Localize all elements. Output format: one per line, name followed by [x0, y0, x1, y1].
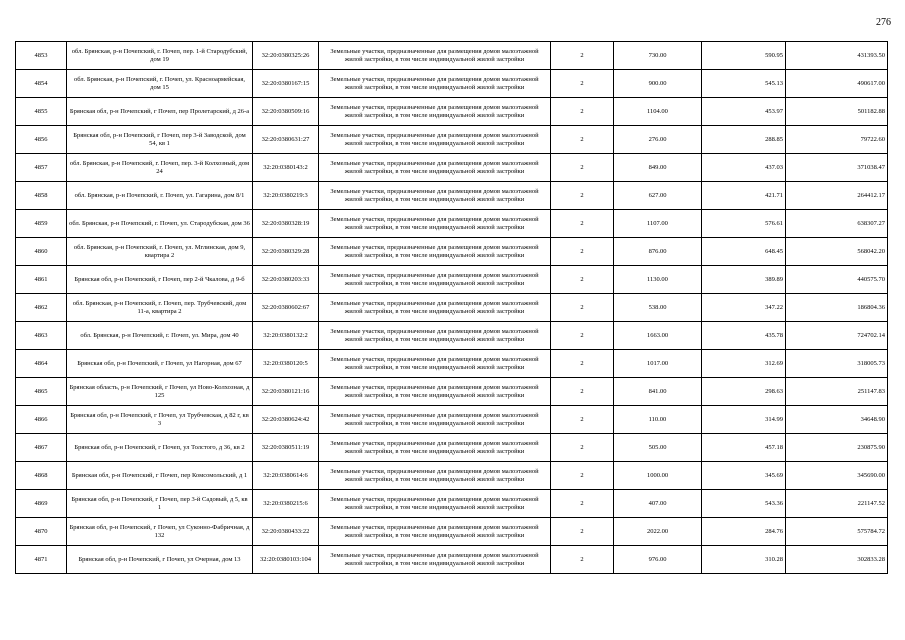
row-number: 4859	[16, 210, 67, 238]
group-cell: 2	[551, 154, 614, 182]
specific-value-cell: 545.13	[702, 70, 786, 98]
permitted-use-cell: Земельные участки, предназначенные для размещения домов малоэтажной жилой застройки, в том числе индивидуальной жилой застройки	[319, 518, 551, 546]
cadastral-value-cell: 221147.52	[786, 490, 888, 518]
area-cell: 1000.00	[614, 462, 702, 490]
cadastral-number-cell: 32:20:0380325:26	[253, 42, 319, 70]
address-cell: обл. Брянская, р-н Почепский, г. Почеп, ул. Стародубская, дом 36	[67, 210, 253, 238]
table-row	[16, 378, 888, 406]
table-row	[16, 210, 888, 238]
group-cell: 2	[551, 126, 614, 154]
permitted-use-cell: Земельные участки, предназначенные для размещения домов малоэтажной жилой застройки, в том числе индивидуальной жилой застройки	[319, 406, 551, 434]
group-cell: 2	[551, 294, 614, 322]
cadastral-value-cell: 575784.72	[786, 518, 888, 546]
area-cell: 505.00	[614, 434, 702, 462]
cadastral-number-cell: 32:20:0380509:16	[253, 98, 319, 126]
table-row	[16, 406, 888, 434]
specific-value-cell: 453.97	[702, 98, 786, 126]
permitted-use-cell: Земельные участки, предназначенные для размещения домов малоэтажной жилой застройки, в том числе индивидуальной жилой застройки	[319, 350, 551, 378]
table-row	[16, 238, 888, 266]
cadastral-number-cell: 32:20:0380132:2	[253, 322, 319, 350]
area-cell: 1130.00	[614, 266, 702, 294]
cadastral-value-cell: 440575.70	[786, 266, 888, 294]
permitted-use-cell: Земельные участки, предназначенные для размещения домов малоэтажной жилой застройки, в том числе индивидуальной жилой застройки	[319, 182, 551, 210]
permitted-use-cell: Земельные участки, предназначенные для размещения домов малоэтажной жилой застройки, в том числе индивидуальной жилой застройки	[319, 238, 551, 266]
area-cell: 538.00	[614, 294, 702, 322]
specific-value-cell: 310.28	[702, 546, 786, 574]
area-cell: 841.00	[614, 378, 702, 406]
area-cell: 1663.00	[614, 322, 702, 350]
group-cell: 2	[551, 434, 614, 462]
table-row	[16, 462, 888, 490]
row-number: 4866	[16, 406, 67, 434]
cadastral-number-cell: 32:20:0380103:104	[253, 546, 319, 574]
table-row	[16, 126, 888, 154]
specific-value-cell: 345.69	[702, 462, 786, 490]
row-number: 4864	[16, 350, 67, 378]
group-cell: 2	[551, 406, 614, 434]
area-cell: 1104.00	[614, 98, 702, 126]
address-cell: обл. Брянская, р-н Почепский, г. Почеп, ул. Красноармейская, дом 15	[67, 70, 253, 98]
specific-value-cell: 312.69	[702, 350, 786, 378]
area-cell: 2022.00	[614, 518, 702, 546]
cadastral-value-cell: 501182.88	[786, 98, 888, 126]
address-cell: обл. Брянская, р-н Почепский, г. Почеп, ул. Гагарина, дом 8/1	[67, 182, 253, 210]
area-cell: 627.00	[614, 182, 702, 210]
table-row	[16, 70, 888, 98]
address-cell: обл. Брянская, р-н Почепский, г. Почеп, ул. Мглинская, дом 9, квартира 2	[67, 238, 253, 266]
row-number: 4870	[16, 518, 67, 546]
row-number: 4857	[16, 154, 67, 182]
address-cell: Брянская обл, р-н Почепский, г Почеп, ул Толстого, д 36, кв 2	[67, 434, 253, 462]
address-cell: Брянская обл, р-н Почепский, г Почеп, пер 2-й Чкалова, д 9-б	[67, 266, 253, 294]
cadastral-number-cell: 32:20:0380631:27	[253, 126, 319, 154]
permitted-use-cell: Земельные участки, предназначенные для размещения домов малоэтажной жилой застройки, в том числе индивидуальной жилой застройки	[319, 126, 551, 154]
cadastral-value-cell: 186804.36	[786, 294, 888, 322]
cadastral-number-cell: 32:20:0380203:33	[253, 266, 319, 294]
cadastral-value-cell: 431393.50	[786, 42, 888, 70]
cadastral-number-cell: 32:20:0380219:3	[253, 182, 319, 210]
cadastral-number-cell: 32:20:0380215:6	[253, 490, 319, 518]
address-cell: Брянская обл, р-н Почепский, г Почеп, ул Нагорная, дом 67	[67, 350, 253, 378]
specific-value-cell: 648.45	[702, 238, 786, 266]
group-cell: 2	[551, 266, 614, 294]
specific-value-cell: 421.71	[702, 182, 786, 210]
group-cell: 2	[551, 182, 614, 210]
row-number: 4858	[16, 182, 67, 210]
cadastral-value-cell: 302833.28	[786, 546, 888, 574]
area-cell: 1017.00	[614, 350, 702, 378]
table-row	[16, 182, 888, 210]
table-row	[16, 42, 888, 70]
address-cell: Брянская обл, р-н Почепский, г Почеп, ул Очерная, дом 13	[67, 546, 253, 574]
row-number: 4867	[16, 434, 67, 462]
cadastral-number-cell: 32:20:0380614:6	[253, 462, 319, 490]
group-cell: 2	[551, 490, 614, 518]
group-cell: 2	[551, 378, 614, 406]
permitted-use-cell: Земельные участки, предназначенные для размещения домов малоэтажной жилой застройки, в том числе индивидуальной жилой застройки	[319, 70, 551, 98]
group-cell: 2	[551, 210, 614, 238]
cadastral-value-cell: 490617.00	[786, 70, 888, 98]
permitted-use-cell: Земельные участки, предназначенные для размещения домов малоэтажной жилой застройки, в том числе индивидуальной жилой застройки	[319, 42, 551, 70]
area-cell: 876.00	[614, 238, 702, 266]
row-number: 4853	[16, 42, 67, 70]
cadastral-number-cell: 32:20:0380143:2	[253, 154, 319, 182]
permitted-use-cell: Земельные участки, предназначенные для размещения домов малоэтажной жилой застройки, в том числе индивидуальной жилой застройки	[319, 266, 551, 294]
area-cell: 730.00	[614, 42, 702, 70]
specific-value-cell: 576.61	[702, 210, 786, 238]
row-number: 4868	[16, 462, 67, 490]
row-number: 4861	[16, 266, 67, 294]
specific-value-cell: 437.03	[702, 154, 786, 182]
table-row	[16, 546, 888, 574]
cadastral-value-cell: 34648.90	[786, 406, 888, 434]
address-cell: обл. Брянская, р-н Почепский, г. Почеп, пер. 1-й Стародубский, дом 19	[67, 42, 253, 70]
cadastral-number-cell: 32:20:0380328:19	[253, 210, 319, 238]
cadastral-number-cell: 32:20:0380433:22	[253, 518, 319, 546]
table-row	[16, 350, 888, 378]
group-cell: 2	[551, 350, 614, 378]
row-number: 4854	[16, 70, 67, 98]
table-row	[16, 98, 888, 126]
table-row	[16, 518, 888, 546]
permitted-use-cell: Земельные участки, предназначенные для размещения домов малоэтажной жилой застройки, в том числе индивидуальной жилой застройки	[319, 322, 551, 350]
cadastral-number-cell: 32:20:0380511:19	[253, 434, 319, 462]
table-row	[16, 490, 888, 518]
area-cell: 900.00	[614, 70, 702, 98]
cadastral-value-cell: 264412.17	[786, 182, 888, 210]
row-number: 4860	[16, 238, 67, 266]
cadastral-number-cell: 32:20:0380120:5	[253, 350, 319, 378]
row-number: 4865	[16, 378, 67, 406]
row-number: 4856	[16, 126, 67, 154]
cadastral-number-cell: 32:20:0380121:16	[253, 378, 319, 406]
cadastral-number-cell: 32:20:0380167:15	[253, 70, 319, 98]
table-body	[16, 42, 888, 574]
area-cell: 976.00	[614, 546, 702, 574]
specific-value-cell: 389.89	[702, 266, 786, 294]
permitted-use-cell: Земельные участки, предназначенные для размещения домов малоэтажной жилой застройки, в том числе индивидуальной жилой застройки	[319, 154, 551, 182]
address-cell: обл. Брянская, р-н Почепский, г. Почеп, ул. Мира, дом 40	[67, 322, 253, 350]
address-cell: Брянская обл, р-н Почепский, г Почеп, ул Трубчевская, д 82 г, кв 3	[67, 406, 253, 434]
row-number: 4862	[16, 294, 67, 322]
specific-value-cell: 543.36	[702, 490, 786, 518]
row-number: 4869	[16, 490, 67, 518]
specific-value-cell: 298.63	[702, 378, 786, 406]
table-row	[16, 266, 888, 294]
address-cell: Брянская область, р-н Почепский, г Почеп, ул Ново-Колхозная, д 125	[67, 378, 253, 406]
area-cell: 849.00	[614, 154, 702, 182]
table-row	[16, 154, 888, 182]
address-cell: Брянская обл, р-н Почепский, г Почеп, пер 3-й Заводской, дом 54, кв 1	[67, 126, 253, 154]
cadastral-number-cell: 32:20:0380602:67	[253, 294, 319, 322]
group-cell: 2	[551, 518, 614, 546]
cadastral-value-cell: 345690.00	[786, 462, 888, 490]
specific-value-cell: 457.18	[702, 434, 786, 462]
address-cell: Брянская обл, р-н Почепский, г Почеп, пер Пролетарский, д 26-а	[67, 98, 253, 126]
area-cell: 110.00	[614, 406, 702, 434]
specific-value-cell: 284.76	[702, 518, 786, 546]
cadastral-value-cell: 568042.20	[786, 238, 888, 266]
group-cell: 2	[551, 42, 614, 70]
cadastral-value-cell: 318005.73	[786, 350, 888, 378]
cadastral-number-cell: 32:20:0380624:42	[253, 406, 319, 434]
table-row	[16, 294, 888, 322]
specific-value-cell: 435.78	[702, 322, 786, 350]
cadastral-value-cell: 230875.90	[786, 434, 888, 462]
cadastral-value-cell: 251147.83	[786, 378, 888, 406]
cadastral-value-cell: 371038.47	[786, 154, 888, 182]
specific-value-cell: 347.22	[702, 294, 786, 322]
specific-value-cell: 288.85	[702, 126, 786, 154]
permitted-use-cell: Земельные участки, предназначенные для размещения домов малоэтажной жилой застройки, в том числе индивидуальной жилой застройки	[319, 490, 551, 518]
permitted-use-cell: Земельные участки, предназначенные для размещения домов малоэтажной жилой застройки, в том числе индивидуальной жилой застройки	[319, 434, 551, 462]
area-cell: 1107.00	[614, 210, 702, 238]
table-row	[16, 434, 888, 462]
cadastral-number-cell: 32:20:0380329:28	[253, 238, 319, 266]
address-cell: Брянская обл, р-н Почепский, г Почеп, ул Суконно-Фабричная, д 132	[67, 518, 253, 546]
group-cell: 2	[551, 70, 614, 98]
page-number: 276	[876, 17, 891, 28]
cadastral-value-cell: 79722.60	[786, 126, 888, 154]
table-row	[16, 322, 888, 350]
group-cell: 2	[551, 322, 614, 350]
permitted-use-cell: Земельные участки, предназначенные для размещения домов малоэтажной жилой застройки, в том числе индивидуальной жилой застройки	[319, 98, 551, 126]
cadastral-value-cell: 724702.14	[786, 322, 888, 350]
cadastral-value-cell: 638307.27	[786, 210, 888, 238]
cadastral-value-table	[15, 41, 888, 574]
permitted-use-cell: Земельные участки, предназначенные для размещения домов малоэтажной жилой застройки, в том числе индивидуальной жилой застройки	[319, 378, 551, 406]
specific-value-cell: 314.99	[702, 406, 786, 434]
permitted-use-cell: Земельные участки, предназначенные для размещения домов малоэтажной жилой застройки, в том числе индивидуальной жилой застройки	[319, 546, 551, 574]
row-number: 4863	[16, 322, 67, 350]
address-cell: обл. Брянская, р-н Почепский, г. Почеп, пер. Трубчевский, дом 11-а, квартира 2	[67, 294, 253, 322]
row-number: 4855	[16, 98, 67, 126]
address-cell: Брянская обл, р-н Почепский, г Почеп, пер 3-й Садовый, д 5, кв 1	[67, 490, 253, 518]
group-cell: 2	[551, 546, 614, 574]
address-cell: Брянская обл, р-н Почепский, г Почеп, пер Комсомольский, д 1	[67, 462, 253, 490]
address-cell: обл. Брянская, р-н Почепский, г. Почеп, пер. 3-й Колхозный, дом 24	[67, 154, 253, 182]
row-number: 4871	[16, 546, 67, 574]
area-cell: 276.00	[614, 126, 702, 154]
permitted-use-cell: Земельные участки, предназначенные для размещения домов малоэтажной жилой застройки, в том числе индивидуальной жилой застройки	[319, 210, 551, 238]
group-cell: 2	[551, 98, 614, 126]
group-cell: 2	[551, 238, 614, 266]
permitted-use-cell: Земельные участки, предназначенные для размещения домов малоэтажной жилой застройки, в том числе индивидуальной жилой застройки	[319, 294, 551, 322]
area-cell: 407.00	[614, 490, 702, 518]
specific-value-cell: 590.95	[702, 42, 786, 70]
group-cell: 2	[551, 462, 614, 490]
permitted-use-cell: Земельные участки, предназначенные для размещения домов малоэтажной жилой застройки, в том числе индивидуальной жилой застройки	[319, 462, 551, 490]
